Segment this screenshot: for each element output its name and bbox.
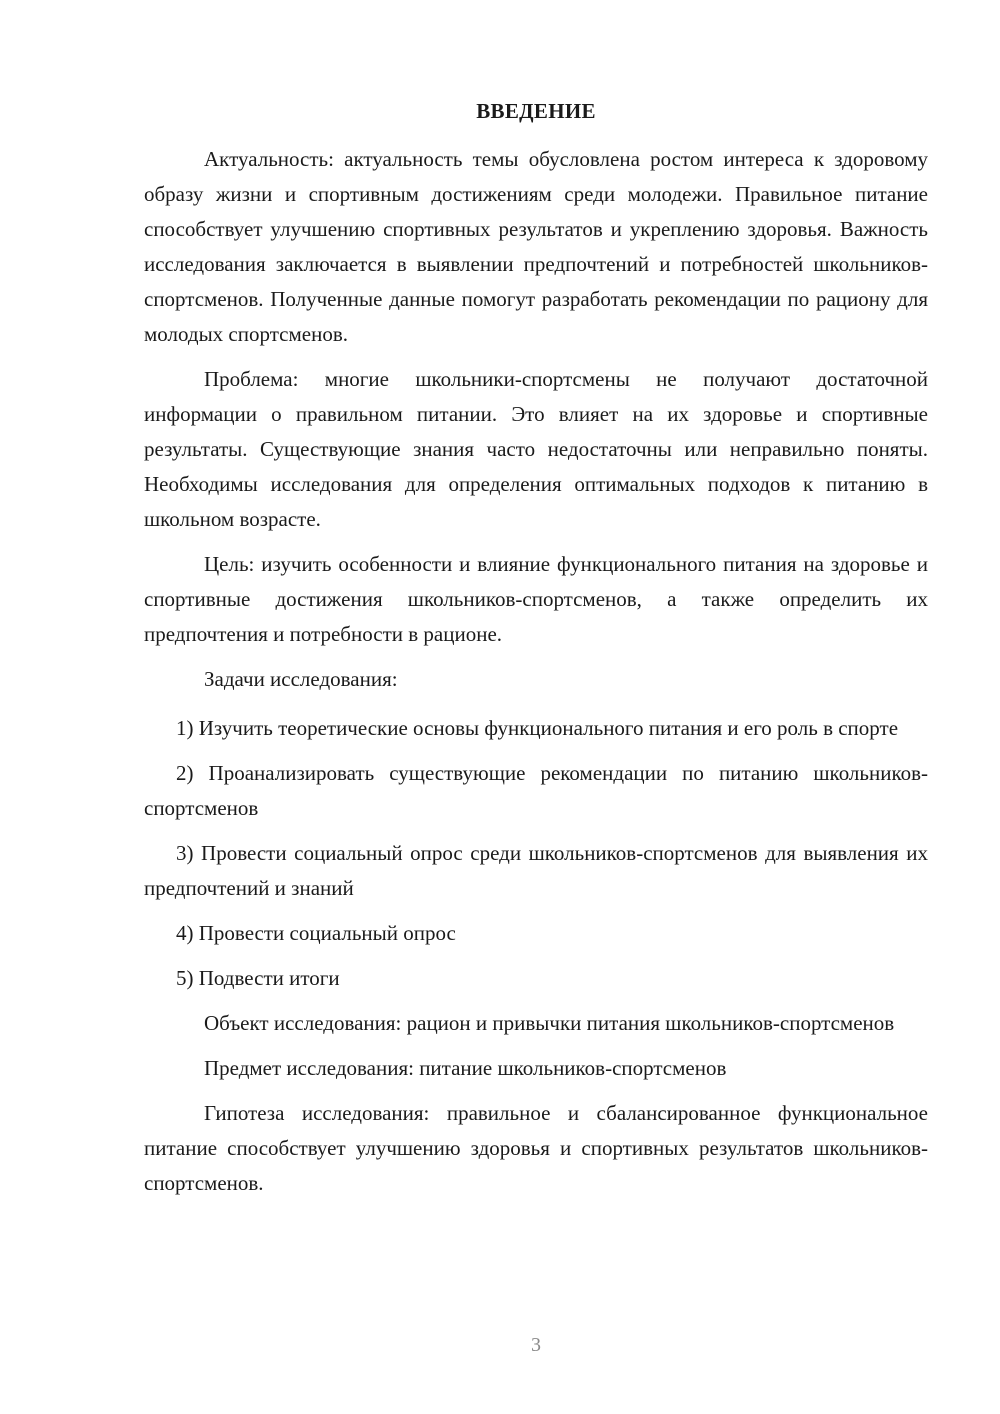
subject-paragraph: Предмет исследования: питание школьников-спортсменов: [204, 1056, 727, 1080]
document-page: [144, 96, 928, 1211]
tasks-title: Задачи исследования:: [204, 667, 398, 691]
task-item-1: 1) Изучить теоретические основы функционального питания и его роль в спорте: [176, 716, 899, 740]
task-item-5: 5) Подвести итоги: [176, 966, 340, 990]
task-item-3: 3) Провести социальный опрос среди школьников-спортсменов для выявления их предпочтений и знаний: [144, 841, 928, 900]
hypothesis-paragraph: Гипотеза исследования: правильное и сбалансированное функциональное питание способствует улучшению здоровья и спортивных результатов школьников-спортсменов.: [144, 1101, 928, 1195]
goal-paragraph: Цель: изучить особенности и влияние функционального питания на здоровье и спортивные достижения школьников-спортсменов, а также определить их предпочтения и потребности в рационе.: [144, 552, 928, 646]
page-number: 3: [531, 1334, 541, 1356]
object-paragraph: Объект исследования: рацион и привычки питания школьников-спортсменов: [204, 1011, 895, 1035]
task-item-4: 4) Провести социальный опрос: [176, 921, 456, 945]
task-item-2: 2) Проанализировать существующие рекомендации по питанию школьников-спортсменов: [144, 761, 928, 820]
problem-paragraph: Проблема: многие школьники-спортсмены не получают достаточной информации о правильном питании. Это влияет на их здоровье и спортивные результаты. Существующие знания часто недостаточны или неправильно поняты. Необходимы исследования для определения оптимальных подходов к питанию в школьном возрасте.: [144, 367, 928, 531]
relevance-paragraph: Актуальность: актуальность темы обусловлена ростом интереса к здоровому образу жизни и спортивным достижениям среди молодежи. Правильное питание способствует улучшению спортивных результатов и укреплению здоровья. Важность исследования заключается в выявлении предпочтений и потребностей школьников-спортсменов. Полученные данные помогут разработать рекомендации по рациону для молодых спортсменов.: [144, 147, 928, 346]
page-title: ВВЕДЕНИЕ: [476, 99, 596, 123]
